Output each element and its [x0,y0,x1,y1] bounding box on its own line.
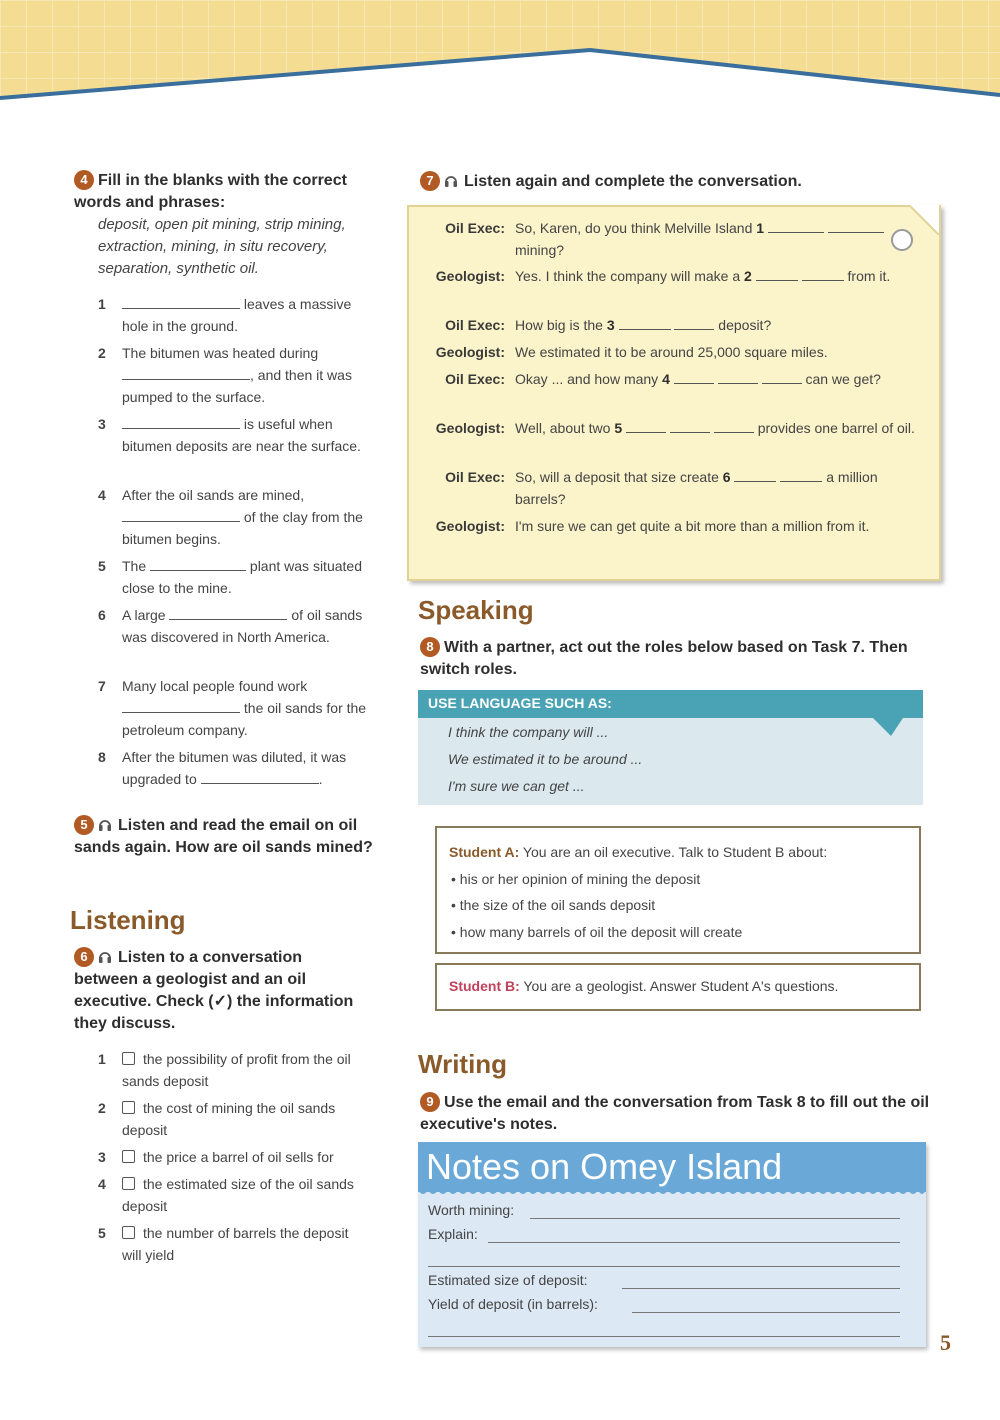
speaker: Oil Exec: [445,371,505,387]
blank[interactable] [802,266,844,281]
student-b-line [449,978,909,994]
item-text: plant was situated close to the mine. [122,558,362,596]
task5-instruction: Listen and read the email on oil sands again. How are oil sands mined? [74,817,373,856]
task9-number: 9 [420,1092,440,1112]
speaker: Oil Exec: [445,220,505,236]
task7-number: 7 [420,171,440,191]
line-text: So, will a deposit that size create [515,469,719,485]
task8-instruction: With a partner, act out the roles below based on Task 7. Then switch roles. [420,639,908,678]
notes-line[interactable] [428,1266,900,1267]
task5 [74,815,374,859]
speaking-heading: Speaking [418,595,534,625]
blank-number: 5 [614,420,623,436]
checkbox[interactable] [122,1177,135,1190]
line-text: deposit? [718,317,772,333]
checkbox[interactable] [122,1052,135,1065]
checkbox[interactable] [122,1150,135,1163]
student-a-bullet-1: • his or her opinion of mining the deposit [451,871,701,887]
student-b-label: Student B: [449,978,520,994]
item-number: 8 [98,749,106,765]
item-text: the possibility of profit from the oil sands deposit [122,1051,351,1089]
line-text: mining? [515,242,565,258]
notes-line[interactable] [488,1242,900,1243]
headphones-icon [444,173,458,189]
student-a-text: You are an oil executive. Talk to Student B about: [522,844,828,860]
line-text: a million barrels? [515,469,878,507]
item-text: leaves a massive hole in the ground. [122,296,352,334]
item-number: 3 [98,416,106,432]
conversation-card [407,205,941,581]
item-text: the oil sands for the petroleum company. [122,700,367,738]
writing-heading: Writing [418,1049,508,1079]
blank[interactable] [714,418,754,433]
item-number: 3 [98,1149,106,1165]
student-b-text: You are a geologist. Answer Student A's questions. [523,978,839,994]
item-number: 5 [98,1225,106,1241]
student-a-bullet-3: • how many barrels of oil the deposit will create [451,924,743,940]
notes-line[interactable] [622,1288,900,1289]
task4-item-2 [98,342,368,408]
item-number: 4 [98,487,106,503]
checkbox[interactable] [122,1226,135,1239]
line-text: can we get? [805,371,881,387]
speaker: Geologist: [435,420,505,436]
task6-number: 6 [74,947,94,967]
item-text: After the oil sands are mined, [122,487,305,503]
notes-header [418,1142,926,1192]
item-text: is useful when bitumen deposits are near the surface. [122,416,361,454]
task4-item-5 [98,555,368,599]
notes-field-worth-mining: Worth mining: [428,1202,515,1218]
language-box [418,690,923,805]
blank[interactable] [828,218,884,233]
task6-item-5 [98,1222,368,1266]
blank-number: 1 [756,220,765,236]
bullet-text: the size of the oil sands deposit [459,897,656,913]
speaker: Geologist: [435,518,505,534]
notes-card [418,1142,926,1347]
top-banner [0,0,1000,110]
item-text: of the clay from the bitumen begins. [122,509,363,547]
blank[interactable] [762,369,802,384]
item-text: . [318,771,323,787]
line-text: Well, about two [515,420,611,436]
student-b-box [435,963,921,1011]
task6-item-4 [98,1173,368,1217]
headphones-icon [98,817,112,833]
language-item-3: I'm sure we can get ... [448,778,585,794]
task4-header [74,170,374,280]
item-number: 1 [98,296,106,312]
task4-item-4 [98,484,368,550]
line-text: We estimated it to be around 25,000 square miles. [515,344,828,360]
blank[interactable] [619,315,671,330]
line-text: Yes. I think the company will make a [515,268,741,284]
task4-phrases: deposit, open pit mining, strip mining, extraction, mining, in situ recovery, separation, synthetic oil. [98,216,346,277]
student-a-box [435,826,921,954]
blank[interactable] [768,218,824,233]
notes-title: Notes on Omey Island [426,1146,783,1187]
task5-number: 5 [74,815,94,835]
speaker: Oil Exec: [445,469,505,485]
task4-item-6 [98,604,368,648]
item-text: , and then it was pumped to the surface. [122,367,352,405]
item-text: the estimated size of the oil sands deposit [122,1176,354,1214]
language-item-2: We estimated it to be around ... [448,751,643,767]
notes-line[interactable] [428,1336,900,1337]
notes-line[interactable] [530,1218,900,1219]
language-box-header [418,690,923,718]
student-a-intro [449,844,909,860]
blank[interactable] [756,266,798,281]
item-number: 2 [98,345,106,361]
task9-instruction: Use the email and the conversation from Task 8 to fill out the oil executive's notes. [420,1094,930,1133]
listening-heading: Listening [70,905,186,935]
blank-number: 2 [744,268,752,284]
notes-field-estimated-size: Estimated size of deposit: [428,1272,588,1288]
line-text: provides one barrel of oil. [757,420,915,436]
notes-line[interactable] [632,1312,900,1313]
item-text: of oil sands was discovered in North America. [122,607,363,645]
task9 [420,1092,930,1136]
speaker: Geologist: [435,344,505,360]
item-text: the number of barrels the deposit will yield [122,1225,349,1263]
blank[interactable] [626,418,666,433]
notes-scalloped-edge [418,1190,926,1198]
task6 [74,947,364,1035]
bullet-text: how many barrels of oil the deposit will create [459,924,743,940]
task4-number: 4 [74,170,94,190]
item-text: The bitumen was heated during [122,345,319,361]
task7-instruction: Listen again and complete the conversation. [464,173,802,190]
page-number: 5 [940,1330,951,1355]
blank[interactable] [122,294,240,309]
task6-item-3 [98,1146,368,1168]
item-text: A large [122,607,166,623]
blank[interactable] [122,698,240,713]
item-text: Many local people found work [122,678,308,694]
task4-item-3 [98,413,368,457]
item-number: 2 [98,1100,106,1116]
speaker: Geologist: [435,268,505,284]
blank[interactable] [674,315,714,330]
blank[interactable] [670,418,710,433]
task6-item-1 [98,1048,368,1092]
blank[interactable] [122,365,250,380]
notes-field-yield: Yield of deposit (in barrels): [428,1296,598,1312]
task4-item-1 [98,293,368,337]
task4-item-8 [98,746,368,790]
task4-item-7 [98,675,368,741]
blank-number: 4 [662,371,670,387]
line-text: How big is the [515,317,603,333]
task4-instruction: Fill in the blanks with the correct words and phrases: [74,172,347,211]
item-number: 1 [98,1051,106,1067]
speech-tail-icon [873,718,903,736]
notes-field-explain: Explain: [428,1226,478,1242]
line-text: I'm sure we can get quite a bit more than a million from it. [515,518,870,534]
language-box-title: USE LANGUAGE SUCH AS: [428,695,612,711]
blank[interactable] [674,369,714,384]
item-text: The [122,558,147,574]
item-number: 5 [98,558,106,574]
task8 [420,637,930,681]
item-number: 7 [98,678,106,694]
blank-number: 6 [722,469,731,485]
blank[interactable] [122,414,240,429]
item-text: the price a barrel of oil sells for [143,1149,334,1165]
blank[interactable] [201,769,319,784]
blank[interactable] [780,467,822,482]
line-text: Okay ... and how many [515,371,659,387]
blank[interactable] [734,467,776,482]
headphones-icon [98,949,112,965]
speaker: Oil Exec: [445,317,505,333]
language-item-1: I think the company will ... [448,724,609,740]
line-text: from it. [847,268,891,284]
blank[interactable] [718,369,758,384]
item-number: 6 [98,607,106,623]
task7-header [420,171,940,193]
blank-number: 3 [606,317,615,333]
task6-item-2 [98,1097,368,1141]
student-a-label: Student A: [449,844,520,860]
blank[interactable] [150,556,246,571]
item-text: the cost of mining the oil sands deposit [122,1100,336,1138]
task8-number: 8 [420,637,440,657]
task6-instruction: Listen to a conversation between a geologist and an oil executive. Check (✓) the information they discuss. [74,949,354,1032]
blank[interactable] [169,605,287,620]
checkbox[interactable] [122,1101,135,1114]
bullet-text: his or her opinion of mining the deposit [459,871,701,887]
item-number: 4 [98,1176,106,1192]
blank[interactable] [122,507,240,522]
line-text: So, Karen, do you think Melville Island [515,220,753,236]
student-a-bullet-2: • the size of the oil sands deposit [451,897,656,913]
item-text: After the bitumen was diluted, it was upgraded to [122,749,347,787]
